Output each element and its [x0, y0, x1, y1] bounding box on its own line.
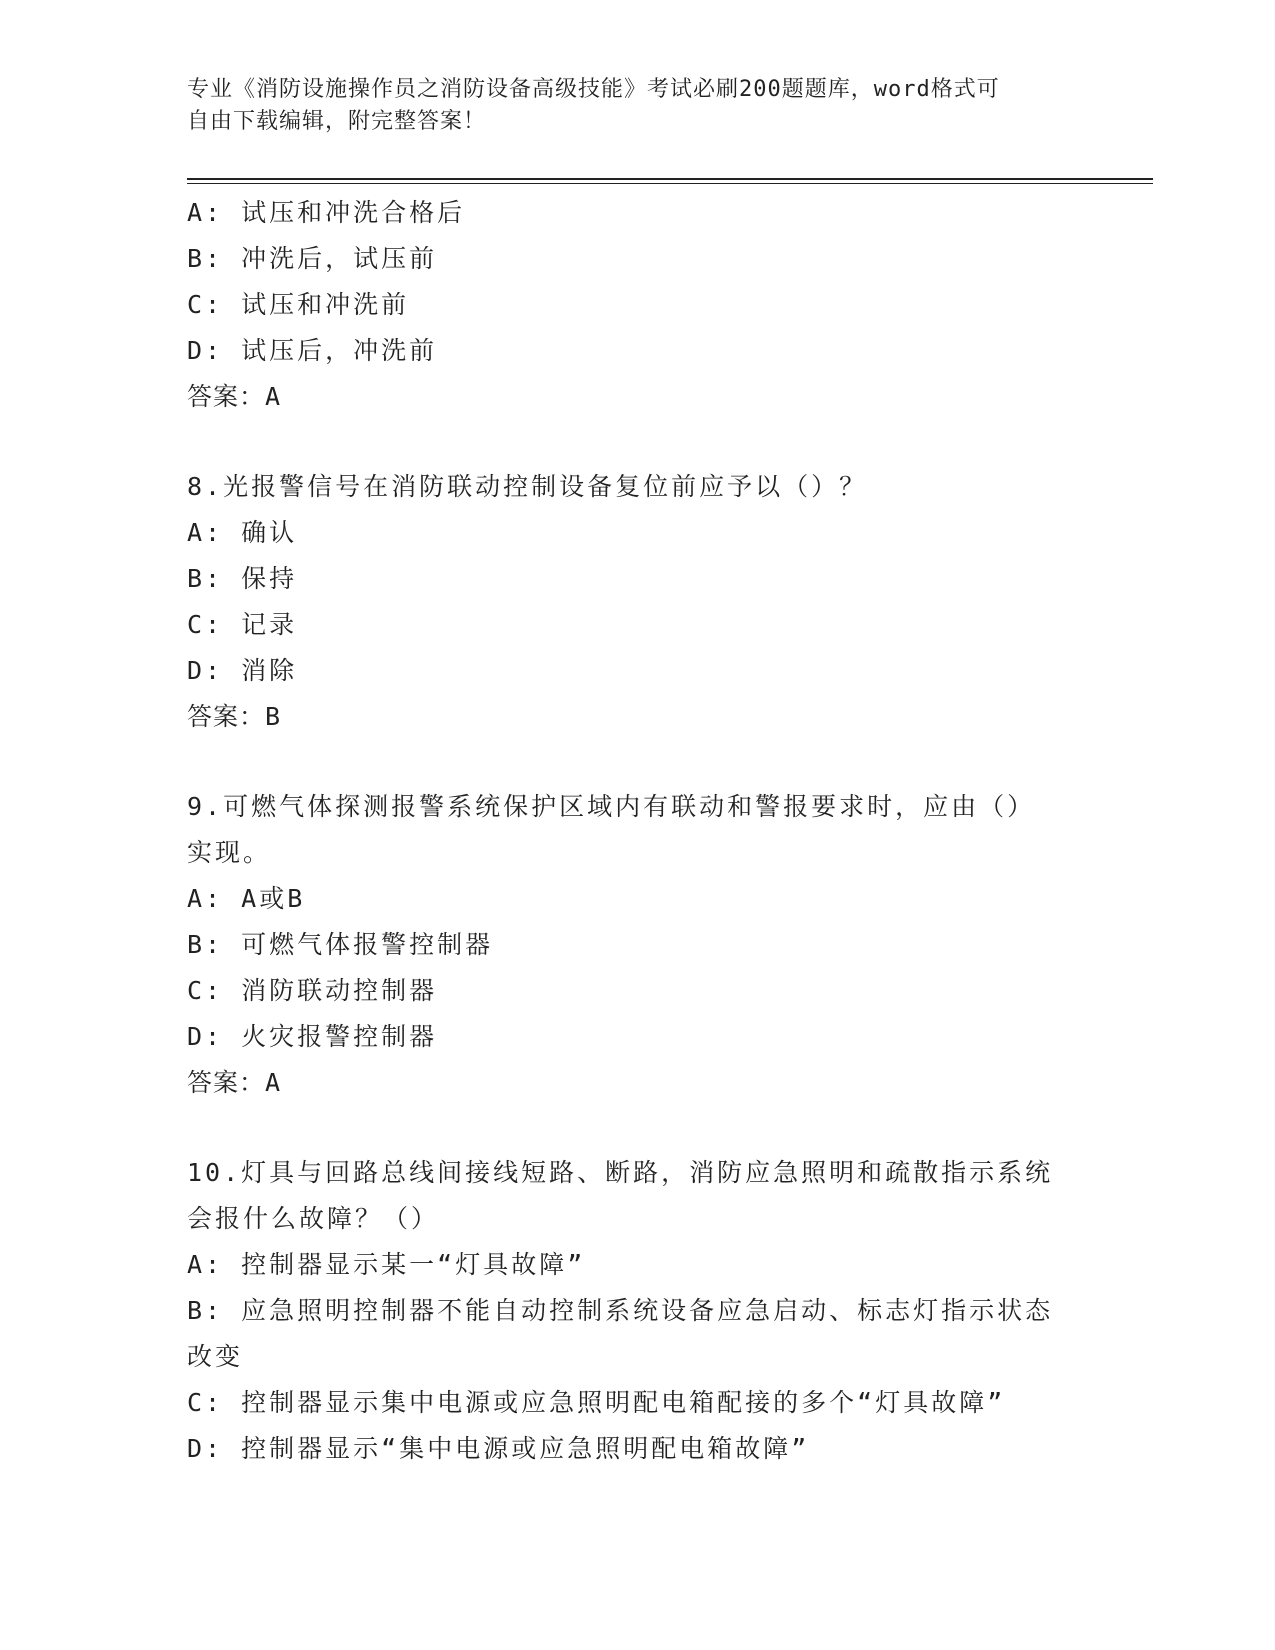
- option-b: B: 可燃气体报警控制器: [187, 930, 494, 959]
- option-b: B: 保持: [187, 564, 298, 593]
- option-d: D: 试压后，冲洗前: [187, 336, 438, 365]
- option-b-line-2: 改变: [187, 1342, 244, 1371]
- header-line-1: 专业《消防设施操作员之消防设备高级技能》考试必刷200题题库，word格式可: [187, 77, 1000, 102]
- option-d: D: 火灾报警控制器: [187, 1022, 438, 1051]
- question-9: [187, 784, 1087, 1106]
- spacer: [187, 420, 1087, 464]
- option-c: C: 消防联动控制器: [187, 976, 438, 1005]
- question-title-line-1: 9.可燃气体探测报警系统保护区域内有联动和警报要求时，应由（）: [187, 792, 1036, 821]
- question-content: [187, 190, 1087, 1472]
- question-title-line-2: 实现。: [187, 838, 272, 867]
- question-10: [187, 1150, 1087, 1472]
- option-c: C: 记录: [187, 610, 298, 639]
- answer: 答案：A: [187, 382, 282, 411]
- question-8: [187, 464, 1087, 740]
- option-c: C: 试压和冲洗前: [187, 290, 410, 319]
- option-a: A: 控制器显示某一“灯具故障”: [187, 1250, 586, 1279]
- option-b-line-1: B: 应急照明控制器不能自动控制系统设备应急启动、标志灯指示状态: [187, 1296, 1054, 1325]
- page-header: [187, 74, 1067, 138]
- answer: 答案：A: [187, 1068, 282, 1097]
- option-c: C: 控制器显示集中电源或应急照明配电箱配接的多个“灯具故障”: [187, 1388, 1006, 1417]
- option-a: A: 确认: [187, 518, 298, 547]
- answer: 答案：B: [187, 702, 282, 731]
- header-divider: [187, 178, 1153, 184]
- question-title: 8.光报警信号在消防联动控制设备复位前应予以（）？: [187, 472, 868, 501]
- option-a: A: A或B: [187, 884, 306, 913]
- question-7: [187, 190, 1087, 420]
- question-title-line-2: 会报什么故障？（）: [187, 1204, 440, 1233]
- question-title-line-1: 10.灯具与回路总线间接线短路、断路，消防应急照明和疏散指示系统: [187, 1158, 1054, 1187]
- option-d: D: 控制器显示“集中电源或应急照明配电箱故障”: [187, 1434, 810, 1463]
- option-a: A: 试压和冲洗合格后: [187, 198, 466, 227]
- spacer: [187, 740, 1087, 784]
- option-b: B: 冲洗后，试压前: [187, 244, 438, 273]
- spacer: [187, 1106, 1087, 1150]
- header-line-2: 自由下载编辑，附完整答案！: [187, 109, 487, 134]
- option-d: D: 消除: [187, 656, 298, 685]
